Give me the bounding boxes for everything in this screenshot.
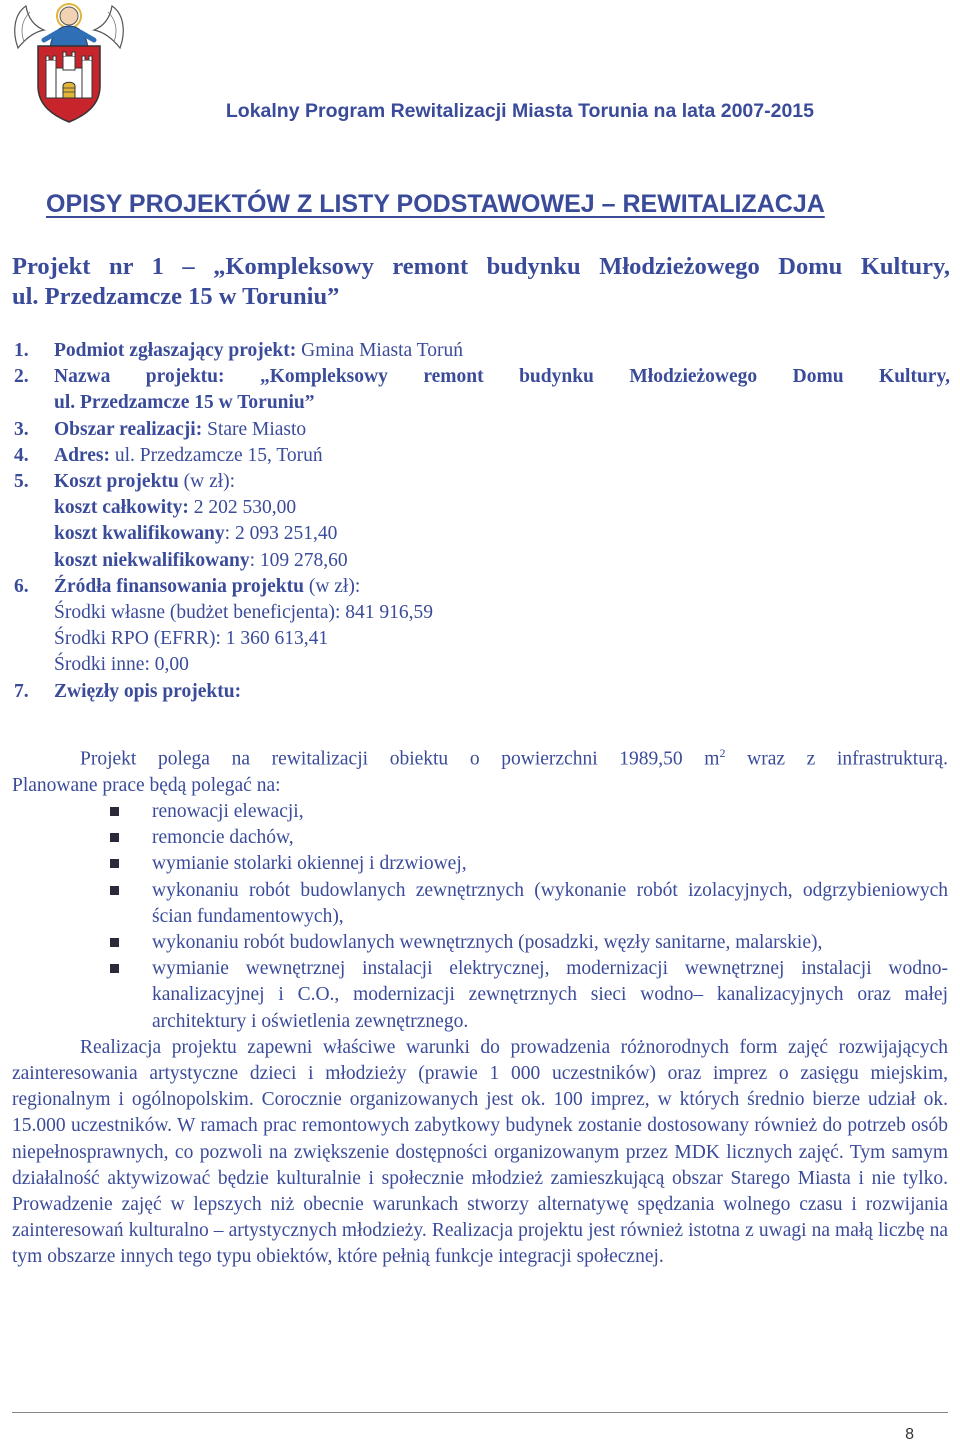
detail-item-cost: [14, 469, 950, 574]
cost-total-value: 2 202 530,00: [188, 497, 297, 519]
cost-ineligible-label: koszt niekwalifikowany: [54, 549, 250, 571]
paragraph-text: Realizacja projektu zapewni właściwe warunki do prowadzenia różnorodnych form zajęć rozwijających zainteresowania artystyczne dzieci i młodzieży (prawie 1 000 uczestników) oraz imprez o zasięgu miejskim, regionalnym i ogólnopolskim. Corocznie organizowanych jest ok. 100 imprez, w których średnio bierze udział ok. 15.000 uczestników. W ramach prac remontowych zabytkowy budynek zostanie dostosowany również do potrzeb osób niepełnosprawnych, co pozwoli na zwiększenie dostępności organizowanym przez MDK licznych zajęć. Tym samym działalność aktywizować będzie kulturalnie i społecznie młodzież zamieszkującą obszar Starego Miasta i nie tylko. Prowadzenie zajęć w lepszych niż obecnie warunkach stworzy alternatywę spędzania wolnego czasu i rozwijania zainteresowań kulturalno – artystycznych młodzieży. Realizacja projektu jest również istotna z uwagi na małą liczbę na tym obszarze innych tego typu obiektów, które pełnią funkcje integracji społecznej.: [12, 1036, 948, 1268]
project-details-list: [14, 338, 950, 705]
list-item: wykonaniu robót budowlanych wewnętrznych (posadzki, węzły sanitarne, malarskie),: [110, 930, 948, 956]
financing-rpo: Środki RPO (EFRR): 1 360 613,41: [54, 628, 329, 650]
cost-ineligible: [54, 548, 950, 574]
planned-works-list: [12, 799, 948, 1035]
detail-item-address: [14, 443, 950, 469]
detail-item-project-name: [14, 364, 950, 416]
detail-unit: (w zł):: [303, 575, 361, 597]
detail-item-area: [14, 417, 950, 443]
page-header: [8, 2, 952, 124]
project-heading-line-1: Projekt nr 1 – „Kompleksowy remont budynku Młodzieżowego Domu Kultury,: [12, 253, 950, 280]
cost-heading: [54, 469, 950, 495]
planned-works-label: Planowane prace będą polegać na:: [12, 774, 281, 796]
detail-label: Źródła finansowania projektu: [54, 575, 304, 597]
page-number: 8: [905, 1426, 914, 1443]
cost-total: [54, 495, 950, 521]
financing-own: Środki własne (budżet beneficjenta): 841 916,59: [54, 602, 434, 624]
detail-number: 7.: [14, 680, 29, 702]
intro-superscript: 2: [719, 746, 726, 760]
detail-name-line-2: ul. Przedzamcze 15 w Toruniu”: [54, 392, 315, 414]
cost-eligible-value: : 2 093 251,40: [224, 523, 338, 545]
detail-name-line-1: [54, 364, 950, 390]
detail-content: [54, 679, 950, 705]
list-item: wymianie stolarki okiennej i drzwiowej,: [110, 851, 948, 877]
paragraph-indent: [12, 1037, 80, 1058]
detail-item-applicant: [14, 338, 950, 364]
detail-label: Koszt projektu: [54, 471, 179, 493]
list-item: renowacji elewacji,: [110, 799, 948, 825]
detail-content: [54, 417, 950, 443]
detail-content: [54, 338, 950, 364]
intro-text-b: wraz z infrastrukturą.: [725, 748, 948, 770]
list-item: remoncie dachów,: [110, 825, 948, 851]
detail-number: 6.: [14, 575, 29, 597]
detail-label: Adres:: [54, 444, 110, 466]
detail-number: 3.: [14, 418, 29, 440]
cost-eligible-label: koszt kwalifikowany: [54, 523, 225, 545]
project-description: [12, 740, 948, 1271]
section-title: OPISY PROJEKTÓW Z LISTY PODSTAWOWEJ – REWITALIZACJA: [46, 190, 825, 218]
torun-coat-of-arms-icon: [10, 2, 128, 124]
detail-label: Nazwa projektu:: [54, 366, 225, 388]
detail-content: [54, 469, 950, 574]
detail-content: [54, 364, 950, 416]
detail-value: „Kompleksowy remont budynku Młodzieżowego Domu Kultury,: [224, 366, 951, 388]
project-heading: [12, 252, 950, 312]
financing-other: Środki inne: 0,00: [54, 654, 189, 676]
detail-number: 4.: [14, 444, 29, 466]
detail-number: 2.: [14, 366, 29, 388]
detail-number: 1.: [14, 340, 29, 361]
detail-value: Stare Miasto: [202, 418, 307, 440]
description-intro: [12, 740, 948, 773]
detail-label: Zwięzły opis projektu:: [54, 680, 242, 702]
list-item: wymianie wewnętrznej instalacji elektrycznej, modernizacji wewnętrznej instalacji wodno-kanalizacyjnej i C.O., modernizacji zewnętrznych sieci wodno– kanalizacyjnych oraz małej architektury i oświetlenia zewnętrznego.: [110, 956, 948, 1035]
cost-total-label: koszt całkowity:: [54, 497, 189, 519]
intro-text-a: Projekt polega na rewitalizacji obiektu o powierzchni 1989,50 m: [80, 748, 720, 770]
program-title: Lokalny Program Rewitalizacji Miasta Torunia na lata 2007-2015: [225, 100, 814, 122]
project-heading-line-2: ul. Przedzamcze 15 w Toruniu”: [12, 283, 340, 310]
detail-item-description: [14, 679, 950, 705]
detail-value: Gmina Miasta Toruń: [296, 340, 463, 361]
cost-eligible: [54, 521, 950, 547]
financing-heading: [54, 574, 950, 600]
detail-item-financing: [14, 574, 950, 679]
list-item: wykonaniu robót budowlanych zewnętrznych (wykonanie robót izolacyjnych, odgrzybieniowych ścian fundamentowych),: [110, 878, 948, 930]
detail-content: [54, 443, 950, 469]
detail-label: Podmiot zgłaszający projekt:: [54, 340, 297, 361]
description-paragraph: [12, 1035, 948, 1271]
detail-value: ul. Przedzamcze 15, Toruń: [109, 444, 323, 466]
detail-unit: (w zł):: [178, 471, 236, 493]
cost-ineligible-value: : 109 278,60: [249, 549, 348, 571]
detail-content: [54, 574, 950, 679]
detail-number: 5.: [14, 471, 29, 493]
detail-label: Obszar realizacji:: [54, 418, 203, 440]
footer-divider: [12, 1412, 948, 1413]
